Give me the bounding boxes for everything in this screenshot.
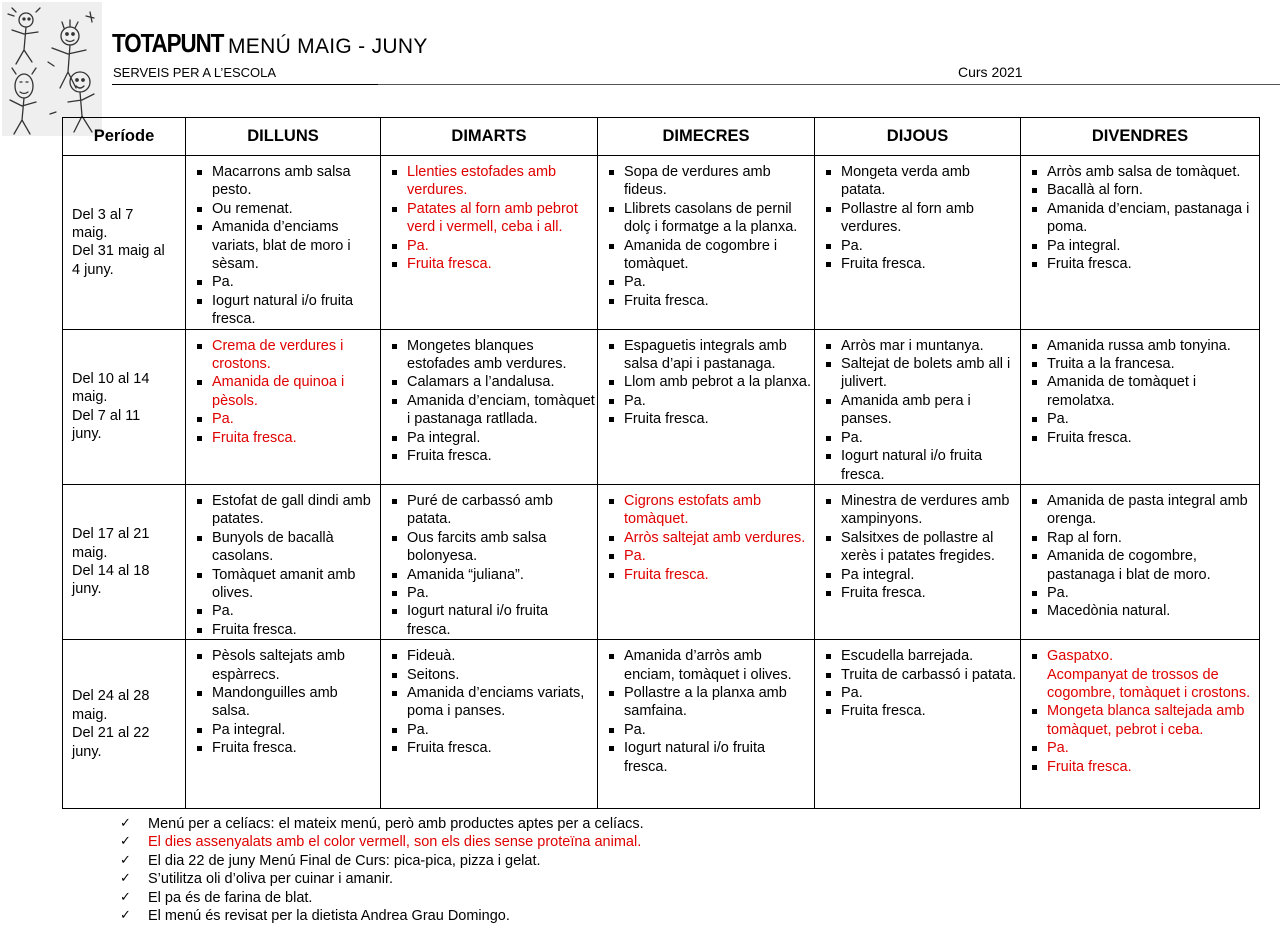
dish-list xyxy=(598,330,814,429)
dish-item: Ou remenat. xyxy=(190,200,378,218)
dish-item: Pa. xyxy=(190,602,378,620)
dish-item: Fideuà. xyxy=(385,647,595,665)
dish-item: Fruita fresca. xyxy=(1025,429,1257,447)
dish-item: Amanida russa amb tonyina. xyxy=(1025,337,1257,355)
period-line: juny. xyxy=(72,426,102,443)
dish-item: Estofat de gall dindi amb patates. xyxy=(190,492,378,529)
period-line: 4 juny. xyxy=(72,261,114,278)
brand-name: TOTAPUNT xyxy=(112,28,224,58)
dish-item: Pa. xyxy=(190,410,378,428)
header-divider-accent xyxy=(112,84,378,85)
logo-drawing xyxy=(2,2,102,136)
note-text: El dies assenyalats amb el color vermell, son els dies sense proteïna animal. xyxy=(148,834,642,851)
dish-item: Pa. xyxy=(385,721,595,739)
menu-cell-friday xyxy=(1021,640,1260,809)
dish-item: Macedònia natural. xyxy=(1025,602,1257,620)
table-header-row xyxy=(63,118,1260,156)
dish-item: Llibrets casolans de pernil dolç i formatge a la planxa. xyxy=(602,200,812,237)
table-row xyxy=(63,640,1260,809)
menu-cell-tuesday xyxy=(381,156,598,330)
dish-item: Sopa de verdures amb fideus. xyxy=(602,163,812,200)
header-monday: DILLUNS xyxy=(186,118,381,156)
header-thursday: DIJOUS xyxy=(815,118,1021,156)
period-line: maig. xyxy=(72,544,108,561)
dish-item: Iogurt natural i/o fruita fresca. xyxy=(819,447,1018,484)
dish-item: Pa integral. xyxy=(819,566,1018,584)
menu-cell-wednesday xyxy=(598,484,815,639)
menu-cell-friday xyxy=(1021,329,1260,484)
dish-item: Pa integral. xyxy=(1025,237,1257,255)
dish-item: Pa. xyxy=(385,237,595,255)
dish-item: Pa. xyxy=(602,547,812,565)
menu-cell-thursday xyxy=(815,484,1021,639)
period-line: Del 24 al 28 xyxy=(72,688,150,705)
note-text: S’utilitza oli d’oliva per cuinar i amanir. xyxy=(148,871,393,888)
dish-item: Llom amb pebrot a la planxa. xyxy=(602,373,812,391)
dish-list xyxy=(815,330,1020,484)
dish-item: Amanida amb pera i panses. xyxy=(819,392,1018,429)
menu-cell-monday xyxy=(186,484,381,639)
dish-list xyxy=(598,485,814,584)
dish-item: Calamars a l’andalusa. xyxy=(385,373,595,391)
table-row xyxy=(63,484,1260,639)
course-label: Curs 2021 xyxy=(958,64,1023,80)
dish-item: Pa. xyxy=(1025,739,1257,757)
dish-list xyxy=(598,156,814,310)
dish-item: Bunyols de bacallà casolans. xyxy=(190,529,378,566)
dish-item: Amanida d’enciams variats, poma i panses. xyxy=(385,684,595,721)
dish-list xyxy=(381,330,597,466)
dish-item: Bacallà al forn. xyxy=(1025,181,1257,199)
menu-cell-friday xyxy=(1021,156,1260,330)
dish-item: Pa integral. xyxy=(190,721,378,739)
period-line: Del 21 al 22 xyxy=(72,725,150,742)
dish-item: Fruita fresca. xyxy=(190,621,378,639)
dish-item: Fruita fresca. xyxy=(819,702,1018,720)
period-line: juny. xyxy=(72,743,102,760)
menu-table-body xyxy=(63,156,1260,809)
period-cell xyxy=(63,640,186,809)
menu-cell-tuesday xyxy=(381,329,598,484)
menu-cell-monday xyxy=(186,329,381,484)
dish-item: Acompanyat de trossos de cogombre, tomàquet i crostons. xyxy=(1047,666,1251,701)
dish-item: Fruita fresca. xyxy=(602,292,812,310)
menu-cell-monday xyxy=(186,156,381,330)
period-cell xyxy=(63,484,186,639)
dish-item: Iogurt natural i/o fruita fresca. xyxy=(385,602,595,639)
dish-item: Ous farcits amb salsa bolonyesa. xyxy=(385,529,595,566)
dish-list xyxy=(815,156,1020,273)
period-line: Del 7 al 11 xyxy=(72,407,141,424)
note-text: El pa és de farina de blat. xyxy=(148,889,313,906)
dish-item: Crema de verdures i crostons. xyxy=(190,337,378,374)
menu-table xyxy=(62,117,1260,809)
note-text: El dia 22 de juny Menú Final de Curs: pica-pica, pizza i gelat. xyxy=(148,852,541,869)
period-line: Del 31 maig al xyxy=(72,243,165,260)
menu-cell-thursday xyxy=(815,156,1021,330)
dish-item: Pa. xyxy=(1025,410,1257,428)
dish-list xyxy=(381,640,597,757)
period-line: Del 14 al 18 xyxy=(72,563,150,580)
dish-item: Truita a la francesa. xyxy=(1025,355,1257,373)
dish-item: Fruita fresca. xyxy=(1025,758,1257,776)
dish-item: Iogurt natural i/o fruita fresca. xyxy=(602,739,812,776)
dish-list xyxy=(186,485,380,639)
dish-item: Fruita fresca. xyxy=(385,739,595,757)
dish-item: Minestra de verdures amb xampinyons. xyxy=(819,492,1018,529)
note-text: El menú és revisat per la dietista Andrea Grau Domingo. xyxy=(148,908,510,925)
dish-list xyxy=(186,156,380,329)
header-wednesday: DIMECRES xyxy=(598,118,815,156)
dish-item: Amanida de pasta integral amb orenga. xyxy=(1025,492,1257,529)
dish-item: Amanida de tomàquet i remolatxa. xyxy=(1025,373,1257,410)
dish-item: Pa. xyxy=(190,273,378,291)
dish-item: Tomàquet amanit amb olives. xyxy=(190,566,378,603)
dish-item: Arròs amb salsa de tomàquet. xyxy=(1025,163,1257,181)
dish-item: Patates al forn amb pebrot verd i vermell, ceba i all. xyxy=(385,200,595,237)
dish-item: Pollastre a la planxa amb samfaina. xyxy=(602,684,812,721)
dish-item: Espaguetis integrals amb salsa d’api i pastanaga. xyxy=(602,337,812,374)
note-item xyxy=(120,815,644,833)
dish-item: Pollastre al forn amb verdures. xyxy=(819,200,1018,237)
dish-item: Pa integral. xyxy=(385,429,595,447)
menu-cell-tuesday xyxy=(381,484,598,639)
menu-cell-monday xyxy=(186,640,381,809)
note-item xyxy=(120,833,644,851)
dish-item: Amanida de cogombre, pastanaga i blat de moro. xyxy=(1025,547,1257,584)
menu-cell-wednesday xyxy=(598,640,815,809)
dish-item: Pa. xyxy=(819,429,1018,447)
dish-item: Amanida de cogombre i tomàquet. xyxy=(602,237,812,274)
dish-item: Fruita fresca. xyxy=(190,429,378,447)
dish-list xyxy=(1021,156,1259,273)
dish-item: Rap al forn. xyxy=(1025,529,1257,547)
dish-list xyxy=(381,156,597,273)
dish-item: Arròs mar i muntanya. xyxy=(819,337,1018,355)
checkmark-icon: ✓ xyxy=(120,834,131,850)
dish-item: Fruita fresca. xyxy=(602,410,812,428)
dish-item: Amanida d’enciam, tomàquet i pastanaga ratllada. xyxy=(385,392,595,429)
dish-list xyxy=(381,485,597,639)
dish-item: Pa. xyxy=(602,392,812,410)
menu-cell-friday xyxy=(1021,484,1260,639)
checkmark-icon: ✓ xyxy=(120,889,131,905)
dish-item: Pa. xyxy=(602,721,812,739)
period-line: maig. xyxy=(72,224,108,241)
dish-list xyxy=(815,640,1020,721)
period-line: Del 10 al 14 xyxy=(72,370,150,387)
menu-cell-thursday xyxy=(815,640,1021,809)
dish-item: Pa. xyxy=(602,273,812,291)
dish-list xyxy=(598,640,814,776)
menu-cell-tuesday xyxy=(381,640,598,809)
menu-cell-wednesday xyxy=(598,156,815,330)
note-item xyxy=(120,870,644,888)
dish-item: Fruita fresca. xyxy=(602,566,812,584)
dish-item: Escudella barrejada. xyxy=(819,647,1018,665)
dish-item: Pa. xyxy=(1025,584,1257,602)
dish-item: Salsitxes de pollastre al xerès i patates fregides. xyxy=(819,529,1018,566)
dish-item: Iogurt natural i/o fruita fresca. xyxy=(190,292,378,329)
notes-list xyxy=(120,815,644,925)
dish-list xyxy=(1021,330,1259,447)
dish-item: Truita de carbassó i patata. xyxy=(819,666,1018,684)
dish-item: Llenties estofades amb verdures. xyxy=(385,163,595,200)
subtitle: SERVEIS PER A L’ESCOLA xyxy=(113,65,277,80)
checkmark-icon: ✓ xyxy=(120,908,131,924)
note-item xyxy=(120,907,644,925)
menu-cell-wednesday xyxy=(598,329,815,484)
dish-item: Cigrons estofats amb tomàquet. xyxy=(602,492,812,529)
table-row xyxy=(63,329,1260,484)
dish-list xyxy=(1021,640,1259,776)
period-cell xyxy=(63,329,186,484)
header-friday: DIVENDRES xyxy=(1021,118,1260,156)
period-line: Del 17 al 21 xyxy=(72,526,150,543)
dish-item: Arròs saltejat amb verdures. xyxy=(602,529,812,547)
dish-item: Puré de carbassó amb patata. xyxy=(385,492,595,529)
dish-item: Mongetes blanques estofades amb verdures. xyxy=(385,337,595,374)
note-item xyxy=(120,889,644,907)
dish-item: Fruita fresca. xyxy=(385,447,595,465)
dish-item: Fruita fresca. xyxy=(190,739,378,757)
dish-item: Pa. xyxy=(819,237,1018,255)
menu-cell-thursday xyxy=(815,329,1021,484)
header-tuesday: DIMARTS xyxy=(381,118,598,156)
dish-item: Mongeta blanca saltejada amb tomàquet, pebrot i ceba. xyxy=(1025,702,1257,739)
dish-item: Fruita fresca. xyxy=(1025,255,1257,273)
checkmark-icon: ✓ xyxy=(120,816,131,831)
period-line: maig. xyxy=(72,389,108,406)
period-cell xyxy=(63,156,186,330)
header-period: Període xyxy=(63,118,186,156)
dish-item: Pa. xyxy=(819,684,1018,702)
dish-item: Fruita fresca. xyxy=(385,255,595,273)
table-row xyxy=(63,156,1260,330)
dish-item: Mandonguilles amb salsa. xyxy=(190,684,378,721)
period-line: maig. xyxy=(72,706,108,723)
dish-item: Amanida “juliana”. xyxy=(385,566,595,584)
dish-item: Amanida d’arròs amb enciam, tomàquet i olives. xyxy=(602,647,812,684)
note-item xyxy=(120,852,644,870)
dish-item: Amanida d’enciams variats, blat de moro i sèsam. xyxy=(190,218,378,273)
dish-list xyxy=(186,640,380,757)
dish-list xyxy=(815,485,1020,602)
dish-item: Mongeta verda amb patata. xyxy=(819,163,1018,200)
dish-list xyxy=(1021,485,1259,621)
dish-list xyxy=(186,330,380,447)
dish-item: Saltejat de bolets amb all i julivert. xyxy=(819,355,1018,392)
period-line: juny. xyxy=(72,581,102,598)
period-line: Del 3 al 7 xyxy=(72,206,134,223)
checkmark-icon: ✓ xyxy=(120,871,131,887)
dish-item: Fruita fresca. xyxy=(819,584,1018,602)
dish-item: Pèsols saltejats amb espàrrecs. xyxy=(190,647,378,684)
menu-title: MENÚ MAIG - JUNY xyxy=(228,35,428,58)
checkmark-icon: ✓ xyxy=(120,852,131,868)
dish-item: Amanida de quinoa i pèsols. xyxy=(190,373,378,410)
dish-item: Fruita fresca. xyxy=(819,255,1018,273)
dish-item: Macarrons amb salsa pesto. xyxy=(190,163,378,200)
dish-item: Amanida d’enciam, pastanaga i poma. xyxy=(1025,200,1257,237)
dish-item: Seitons. xyxy=(385,666,595,684)
dish-item: Gaspatxo. xyxy=(1025,647,1257,665)
note-text: Menú per a celíacs: el mateix menú, però amb productes aptes per a celíacs. xyxy=(148,816,644,832)
dish-item: Pa. xyxy=(385,584,595,602)
